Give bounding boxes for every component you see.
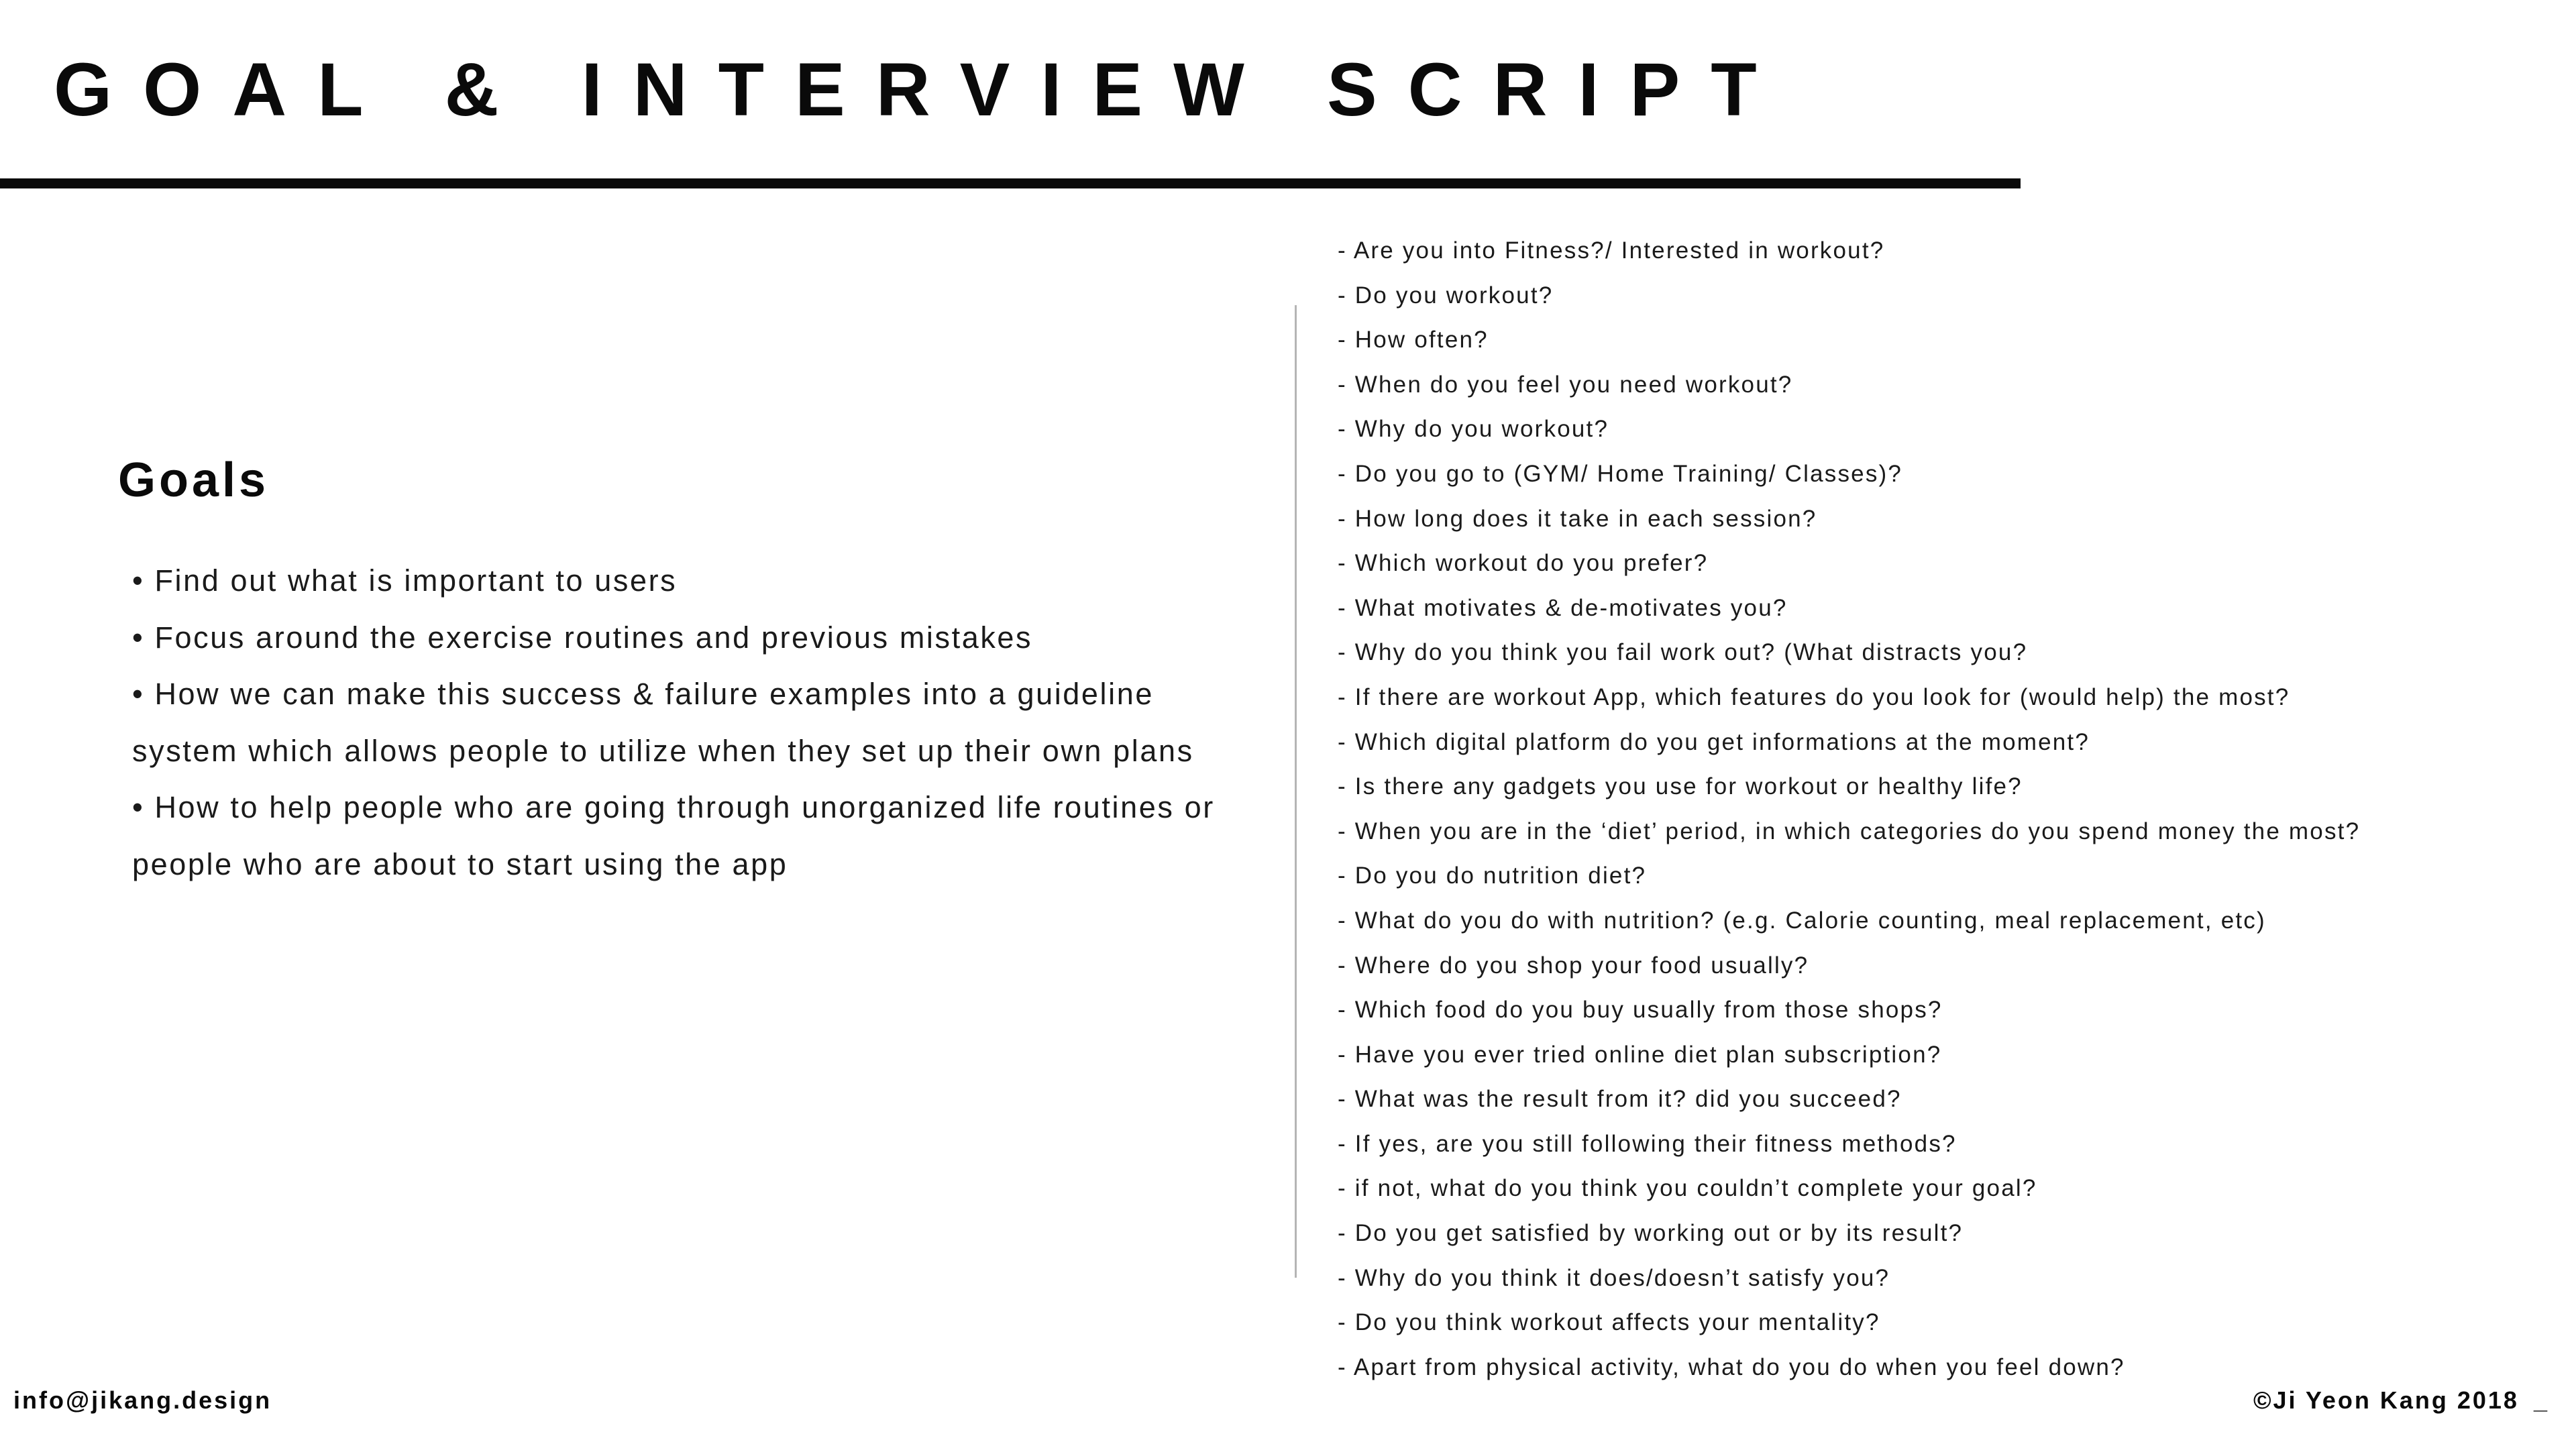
interview-question: - Why do you think it does/doesn’t satisfy you? <box>1338 1264 1890 1291</box>
title-underline-divider <box>0 178 2021 188</box>
interview-question: - Do you think workout affects your mentality? <box>1338 1309 1880 1336</box>
interview-question: - When do you feel you need workout? <box>1338 371 1793 398</box>
goal-line: • Focus around the exercise routines and previous mistakes <box>132 620 1033 655</box>
interview-question: - Do you workout? <box>1338 282 1554 309</box>
footer-email: info@jikang.design <box>13 1386 272 1414</box>
interview-question: - Have you ever tried online diet plan subscription? <box>1338 1041 1942 1068</box>
interview-question: - What was the result from it? did you succeed? <box>1338 1086 1902 1113</box>
goal-line: • How we can make this success & failure examples into a guideline <box>132 677 1155 711</box>
goals-list <box>132 553 1286 893</box>
interview-question: - Which food do you buy usually from those shops? <box>1338 997 1943 1024</box>
interview-question: - Apart from physical activity, what do you do when you feel down? <box>1338 1354 2125 1380</box>
interview-question: - Where do you shop your food usually? <box>1338 952 1809 979</box>
copyright-text: ©Ji Yeon Kang 2018 <box>2253 1386 2519 1414</box>
goal-line: people who are about to start using the app <box>132 846 788 881</box>
footer-underscore: _ <box>2533 1386 2549 1414</box>
interview-question: - if not, what do you think you couldn’t complete your goal? <box>1338 1175 2037 1202</box>
interview-question: - Why do you workout? <box>1338 416 1609 443</box>
vertical-divider <box>1295 305 1297 1278</box>
interview-question: - What motivates & de-motivates you? <box>1338 594 1788 621</box>
interview-question: - If yes, are you still following their fitness methods? <box>1338 1130 1957 1157</box>
interview-question: - Is there any gadgets you use for workout or healthy life? <box>1338 773 2023 800</box>
interview-question: - Do you get satisfied by working out or by its result? <box>1338 1220 1964 1247</box>
goal-line: • Find out what is important to users <box>132 563 678 598</box>
interview-question: - How often? <box>1338 327 1489 353</box>
interview-question: - Why do you think you fail work out? (What distracts you? <box>1338 639 2028 666</box>
interview-questions-list <box>1338 229 2360 1390</box>
interview-question: - Do you do nutrition diet? <box>1338 863 1647 889</box>
footer-copyright <box>2253 1384 2549 1417</box>
interview-question: - When you are in the ‘diet’ period, in which categories do you spend money the most? <box>1338 818 2361 844</box>
interview-question: - How long does it take in each session? <box>1338 505 1817 532</box>
interview-question: - Do you go to (GYM/ Home Training/ Classes)? <box>1338 460 1903 487</box>
interview-question: - Which digital platform do you get informations at the moment? <box>1338 728 2090 755</box>
page-title: GOAL & INTERVIEW SCRIPT <box>54 48 1788 131</box>
interview-question: - If there are workout App, which features do you look for (would help) the most? <box>1338 683 2290 710</box>
interview-question: - Which workout do you prefer? <box>1338 550 1709 577</box>
interview-question: - What do you do with nutrition? (e.g. Calorie counting, meal replacement, etc) <box>1338 907 2266 934</box>
goal-line: system which allows people to utilize when they set up their own plans <box>132 733 1194 768</box>
interview-question: - Are you into Fitness?/ Interested in workout? <box>1338 237 1885 264</box>
goal-line: • How to help people who are going through unorganized life routines or <box>132 790 1215 824</box>
goals-heading: Goals <box>118 453 270 507</box>
